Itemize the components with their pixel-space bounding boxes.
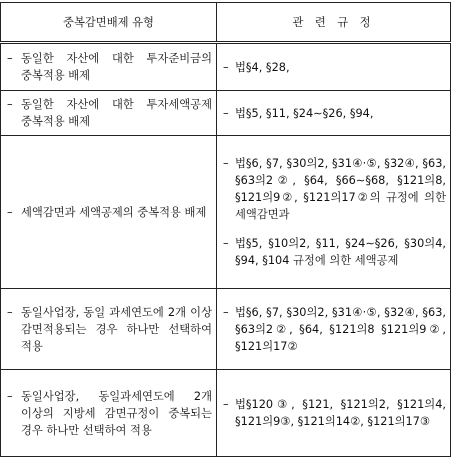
bullet: – [7, 205, 13, 219]
table-row [1, 136, 451, 289]
rules-cell [217, 136, 451, 289]
bullet: – [7, 52, 13, 65]
bullet: – [223, 398, 229, 411]
rules-text: 법§120③, §121, §121의2, §121의4, §121의9③, §121의14②, §121의17③ [235, 398, 446, 428]
type-cell [1, 43, 217, 91]
type-cell [1, 370, 217, 457]
rules-cell [217, 91, 451, 136]
rules-cell [217, 370, 451, 457]
type-text: 동일한 자산에 대한 투자세액공제 중복적용 배제 [21, 98, 212, 128]
rules-cell [217, 43, 451, 91]
rules-text: 법§6, §7, §30의2, §31④·⑤, §32④, §63, §63의2②, §64, §121의8 §121의9②, §121의17② [235, 305, 446, 353]
type-text: 세액감면과 세액공제의 중복적용 배제 [21, 205, 207, 219]
header-type: 중복감면배제 유형 [1, 3, 217, 43]
table-row [1, 91, 451, 136]
bullet: – [7, 389, 13, 403]
bullet: – [7, 98, 13, 111]
rules-text: 법§4, §28, [235, 60, 290, 74]
type-cell [1, 136, 217, 289]
bullet: – [223, 106, 229, 120]
type-cell [1, 289, 217, 370]
rules-text: 법§5, §10의2, §11, §24∼§26, §30의4, §94, §104 규정에 의한 세액공제 [235, 237, 446, 267]
type-text: 동일사업장, 동일 과세연도에 2개 이상 감면적용되는 경우 하나만 선택하여 적용 [21, 305, 212, 353]
rules-cell [217, 289, 451, 370]
bullet: – [223, 237, 229, 250]
type-text: 동일한 자산에 대한 투자준비금의 중복적용 배제 [21, 52, 212, 82]
table-row [1, 289, 451, 370]
table-row [1, 43, 451, 91]
table-header-row [1, 3, 451, 43]
type-text: 동일사업장, 동일과세연도에 2개 이상의 지방세 감면규정이 중복되는 경우 하나만 선택하여 적용 [21, 389, 212, 437]
duplicate-reduction-table [0, 2, 451, 457]
bullet: – [223, 305, 229, 319]
rules-text: 법§5, §11, §24∼§26, §94, [235, 106, 374, 120]
rules-text: 법§6, §7, §30의2, §31④·⑤, §32④, §63, §63의2②, §64, §66∼§68, §121의8, §121의9②, §121의17②의 규정에 의한 세액감면과 [235, 157, 446, 221]
header-rules: 관 련 규 정 [217, 3, 451, 43]
bullet: – [223, 157, 229, 170]
bullet: – [7, 305, 13, 319]
bullet: – [223, 60, 229, 74]
table-row [1, 370, 451, 457]
type-cell [1, 91, 217, 136]
